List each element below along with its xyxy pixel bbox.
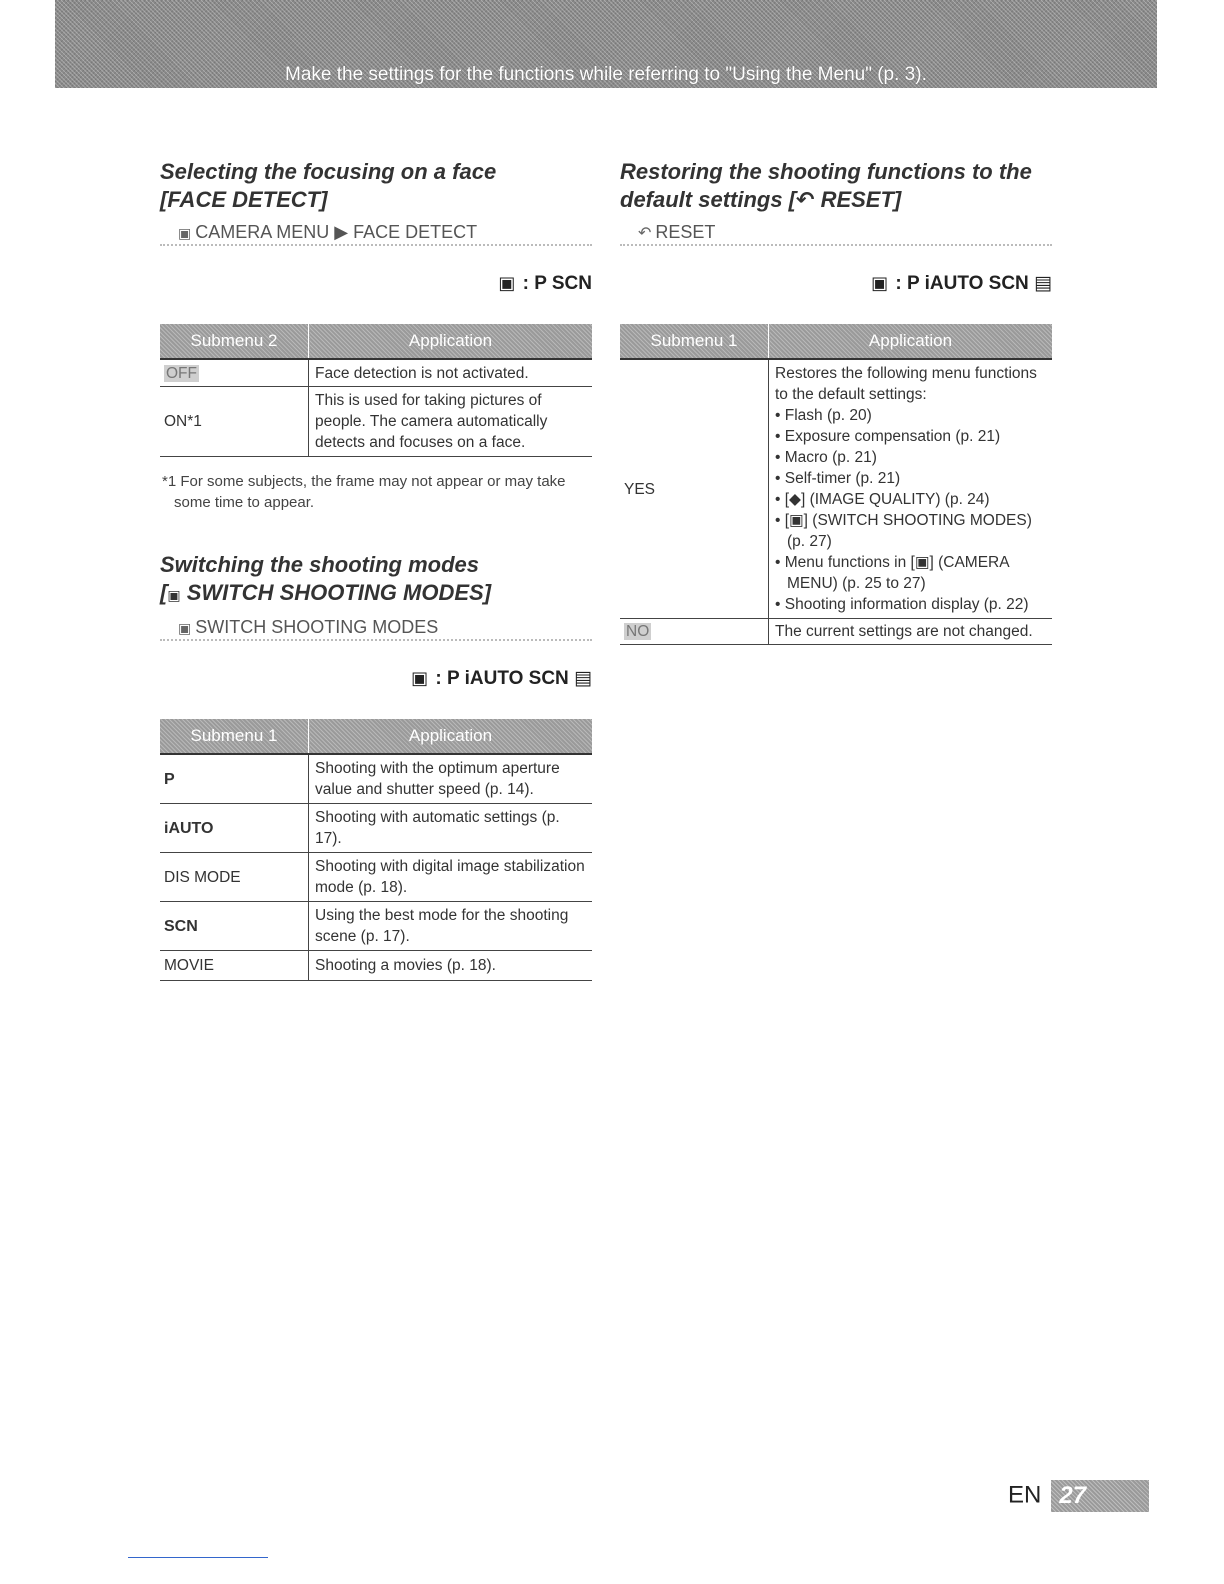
- right-column: [620, 158, 1052, 645]
- switch-modes-icon: ▣: [167, 587, 181, 603]
- list-item: • Exposure compensation (p. 21): [775, 426, 1048, 447]
- switch-modes-modes: ▣ : P iAUTO SCN ▤: [160, 663, 592, 693]
- page-language: EN: [1008, 1481, 1042, 1509]
- table-header-application: Application: [309, 719, 593, 754]
- application-text: This is used for taking pictures of people. The camera automatically detects and focuses on a face.: [309, 387, 593, 457]
- table-header-submenu: Submenu 1: [620, 324, 769, 359]
- table-header-submenu: Submenu 2: [160, 324, 309, 359]
- reset-modes: ▣ : P iAUTO SCN ▤: [620, 268, 1052, 298]
- submenu-option: YES: [620, 359, 769, 619]
- face-detect-modes-text: P SCN: [534, 273, 592, 294]
- submenu-option: ON*1: [160, 387, 309, 457]
- switch-modes-title: [160, 551, 592, 609]
- reset-modes-text: P iAUTO SCN: [907, 273, 1029, 294]
- camera-icon: ▣: [498, 273, 516, 293]
- table-header-application: Application: [769, 324, 1053, 359]
- application-text: Shooting with the optimum aperture value and shutter speed (p. 14).: [309, 754, 593, 804]
- face-detect-modes: ▣ : P SCN: [160, 268, 592, 298]
- switch-modes-table: [160, 719, 592, 981]
- table-row: [160, 359, 592, 387]
- list-item: • Macro (p. 21): [775, 447, 1048, 468]
- table-row: [160, 387, 592, 457]
- reset-menu-path: [620, 220, 1052, 246]
- reset-title-line2: default settings [: [620, 187, 797, 212]
- table-row: [160, 754, 592, 804]
- table-header-application: Application: [309, 324, 593, 359]
- table-row: [620, 359, 1052, 619]
- face-detect-title-line1: Selecting the focusing on a face: [160, 159, 497, 184]
- movie-icon: ▤: [574, 668, 592, 689]
- reset-table: [620, 324, 1052, 645]
- list-item: • [◆] (IMAGE QUALITY) (p. 24): [775, 489, 1048, 510]
- switch-modes-modes-text: P iAUTO SCN: [447, 668, 569, 689]
- reset-title-line1: Restoring the shooting functions to the: [620, 159, 1032, 184]
- reset-icon: ↶: [796, 187, 815, 212]
- application-text: Shooting with digital image stabilization mode (p. 18).: [309, 853, 593, 902]
- table-row: [160, 951, 592, 981]
- submenu-option: SCN: [160, 902, 309, 951]
- face-detect-menu-path-text: CAMERA MENU ▶ FACE DETECT: [195, 222, 478, 242]
- application-text: Shooting with automatic settings (p. 17).: [309, 804, 593, 853]
- switch-modes-title-line2: SWITCH SHOOTING MODES]: [186, 580, 492, 605]
- camera-icon: ▣: [871, 273, 889, 293]
- table-row: [620, 619, 1052, 645]
- face-detect-table: [160, 324, 592, 457]
- list-item: • Flash (p. 20): [775, 405, 1048, 426]
- table-row: [160, 902, 592, 951]
- switch-modes-title-prefix: [: [160, 580, 168, 605]
- left-column: [160, 158, 592, 981]
- reset-icon: ↶: [638, 225, 652, 242]
- switch-modes-title-line1: Switching the shooting modes: [160, 552, 479, 577]
- table-header-submenu: Submenu 1: [160, 719, 309, 754]
- switch-modes-menu-path: [160, 615, 592, 641]
- list-item: • Self-timer (p. 21): [775, 468, 1048, 489]
- application-text: Using the best mode for the shooting scene (p. 17).: [309, 902, 593, 951]
- reset-menu-path-text: RESET: [655, 222, 716, 242]
- table-row: [160, 804, 592, 853]
- submenu-option: MOVIE: [160, 951, 309, 981]
- list-item: • [▣] (SWITCH SHOOTING MODES) (p. 27): [775, 510, 1048, 552]
- application-text: Shooting a movies (p. 18).: [309, 951, 593, 981]
- submenu-option: iAUTO: [160, 804, 309, 853]
- application-text: The current settings are not changed.: [769, 619, 1053, 645]
- face-detect-title-line2: [FACE DETECT]: [160, 187, 328, 212]
- application-text: Face detection is not activated.: [309, 359, 593, 387]
- list-item: • Shooting information display (p. 22): [775, 594, 1048, 615]
- submenu-option: NO: [626, 623, 650, 640]
- switch-modes-icon: ▣: [178, 620, 192, 636]
- list-item: • Menu functions in [▣] (CAMERA MENU) (p. 25 to 27): [775, 552, 1048, 594]
- header-banner: [55, 0, 1157, 88]
- movie-icon: ▤: [1034, 273, 1052, 294]
- camera-icon: ▣: [411, 668, 429, 688]
- submenu-option: OFF: [166, 364, 197, 382]
- switch-modes-menu-path-text: SWITCH SHOOTING MODES: [195, 617, 439, 637]
- table-row: [160, 853, 592, 902]
- bottom-divider: [128, 1557, 268, 1558]
- application-text: [769, 359, 1053, 619]
- page-number-badge: 27: [1051, 1480, 1149, 1512]
- banner-text: Make the settings for the functions while referring to "Using the Menu" (p. 3).: [285, 64, 927, 85]
- reset-title: [620, 158, 1052, 214]
- submenu-option: P: [160, 754, 309, 804]
- footnote: *1 For some subjects, the frame may not appear or may take some time to appear.: [162, 473, 566, 511]
- camera-menu-icon: ▣: [178, 225, 192, 241]
- submenu-option: DIS MODE: [160, 853, 309, 902]
- face-detect-menu-path: [160, 220, 592, 246]
- reset-intro: Restores the following menu functions to the default settings:: [775, 365, 1037, 403]
- face-detect-title: [160, 158, 592, 214]
- reset-title-line2-end: RESET]: [814, 187, 902, 212]
- page-number: [1008, 1480, 1149, 1512]
